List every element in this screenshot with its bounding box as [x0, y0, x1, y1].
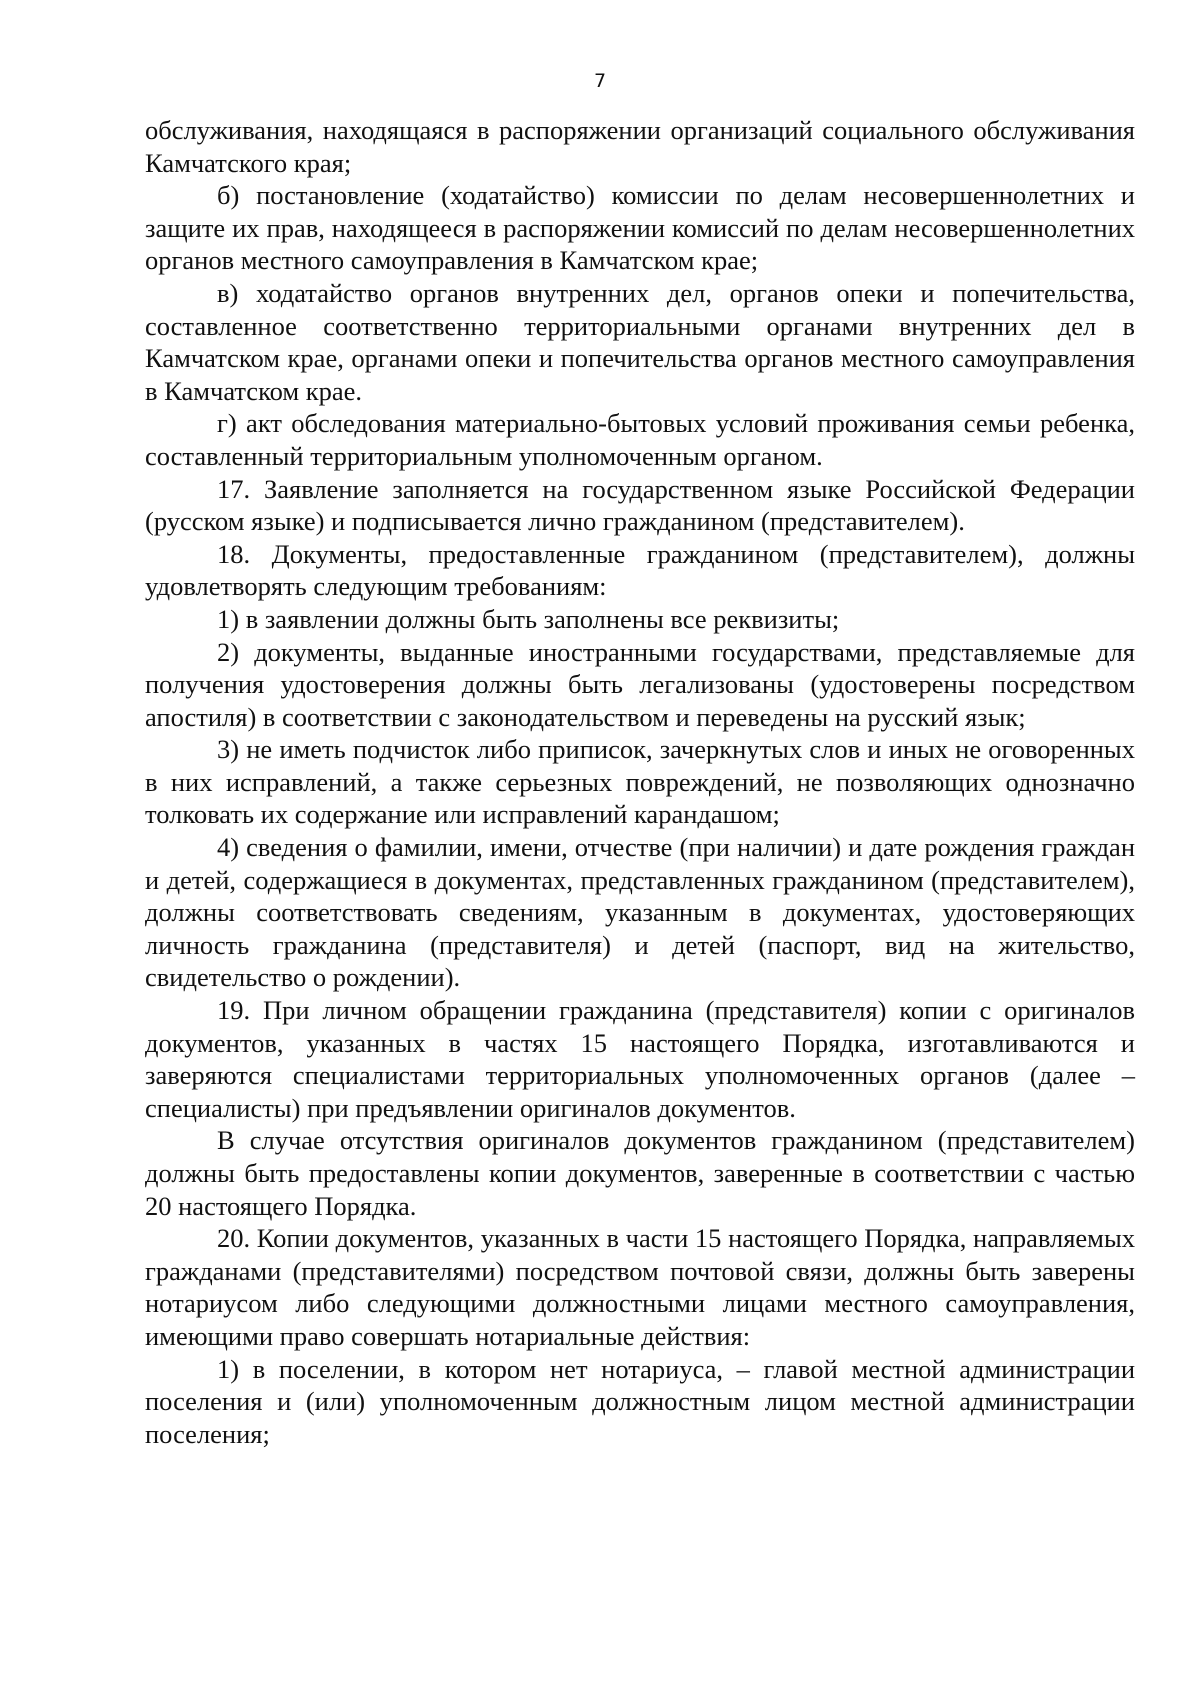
- page-number: 7: [593, 70, 607, 92]
- paragraph-19-continued: В случае отсутствия оригиналов документов гражданином (представителем) должны быть предоставлены копии документов, заверенные в соответствии с частью 20 настоящего Порядка.: [145, 1125, 1135, 1221]
- paragraph-continuation: обслуживания, находящаяся в распоряжении организаций социального обслуживания Камчатского края;: [145, 115, 1135, 178]
- paragraph-18-item-2: 2) документы, выданные иностранными государствами, представляемые для получения удостоверения должны быть легализованы (удостоверены посредством апостиля) в соответствии с законодательством и переведены на русский язык;: [145, 636, 1135, 732]
- paragraph-18-item-3: 3) не иметь подчисток либо приписок, зачеркнутых слов и иных не оговоренных в них исправлений, а также серьезных повреждений, не позволяющих однозначно толковать их содержание или исправлений карандашом;: [145, 734, 1135, 830]
- paragraph-item-b: б) постановление (ходатайство) комиссии по делам несовершеннолетних и защите их прав, находящееся в распоряжении комиссий по делам несовершеннолетних органов местного самоуправления в Камчатском крае;: [145, 180, 1135, 276]
- paragraph-item-v: в) ходатайство органов внутренних дел, органов опеки и попечительства, составленное соответственно территориальными органами внутренних дел в Камчатском крае, органами опеки и попечительства органов местного самоуправления в Камчатском крае.: [145, 277, 1135, 406]
- paragraph-18-item-4: 4) сведения о фамилии, имени, отчестве (при наличии) и дате рождения граждан и детей, содержащиеся в документах, представленных гражданином (представителем), должны соответствовать сведениям, указанным в документах, удостоверяющих личность гражданина (представителя) и детей (паспорт, вид на жительство, свидетельство о рождении).: [145, 832, 1135, 993]
- paragraph-item-g: г) акт обследования материально-бытовых условий проживания семьи ребенка, составленный территориальным уполномоченным органом.: [145, 408, 1135, 471]
- paragraph-20: 20. Копии документов, указанных в части 15 настоящего Порядка, направляемых гражданами (представителями) посредством почтовой связи, должны быть заверены нотариусом либо следующими должностными лицами местного самоуправления, имеющими право совершать нотариальные действия:: [145, 1223, 1135, 1351]
- paragraph-17: 17. Заявление заполняется на государственном языке Российской Федерации (русском языке) и подписывается лично гражданином (представителем).: [145, 473, 1135, 537]
- paragraph-18-item-1: 1) в заявлении должны быть заполнены все реквизиты;: [217, 603, 840, 634]
- body-text: [145, 114, 1135, 1450]
- paragraph-18: 18. Документы, предоставленные гражданином (представителем), должны удовлетворять следующим требованиям:: [145, 538, 1135, 602]
- paragraph-20-item-1: 1) в поселении, в котором нет нотариуса, – главой местной администрации поселения и (или) уполномоченным должностным лицом местной администрации поселения;: [145, 1353, 1135, 1449]
- paragraph-19: 19. При личном обращении гражданина (представителя) копии с оригиналов документов, указанных в частях 15 настоящего Порядка, изготавливаются и заверяются специалистами территориальных уполномоченных органов (далее – специалисты) при предъявлении оригиналов документов.: [145, 995, 1135, 1123]
